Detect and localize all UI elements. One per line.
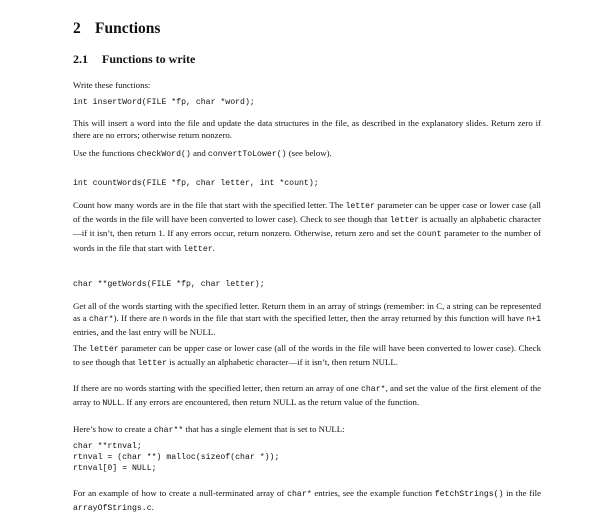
- fn-checkword: checkWord(): [136, 150, 191, 159]
- code-line: rtnval = (char **) malloc(sizeof(char *));: [73, 453, 280, 462]
- getwords-signature: char **getWords(FILE *fp, char letter);: [73, 280, 265, 289]
- insertword-description: This will insert a word into the file and update the data structures in the file, as described in the explanatory slides. Return zero if there are no errors; otherwise return nonzero.: [73, 118, 541, 141]
- countwords-description: Count how many words are in the file that start with the specified letter. The letter parameter can be upper case or lower case (all of the words in the file will have been converted to lower case). Check to see though that letter is actually an alphabetic character—if it isn’t, then return 1. If any errors occur, return nonzero. Otherwise, return zero and set the count parameter to the number of words in the file that start with letter.: [73, 200, 541, 254]
- getwords-para-3: If there are no words starting with the specified letter, then return an array of one char*, and set the value of the first element of the array to NULL. If any errors are encountered, then return NULL as the return value of the function.: [73, 383, 542, 409]
- section-title: Functions: [95, 20, 161, 37]
- section-number: 2: [73, 20, 81, 37]
- getwords-para-1: Get all of the words starting with the specified letter. Return them in an array of strings (remember: in C, a string can be represented as a char*). If there are n words in the file that start with the specified letter, then the array returned by this function will have n+1 entries, and the last entry will be NULL.: [73, 301, 542, 338]
- subsection-title: Functions to write: [102, 52, 196, 66]
- filename: arrayOfStrings.c: [73, 504, 152, 514]
- getwords-para-2: The letter parameter can be upper case or lower case (all of the words in the file will have been converted to lower case). Check to see though that letter is actually an alphabetic character—if it isn’t, then return NULL.: [73, 343, 541, 369]
- code-line: rtnval[0] = NULL;: [73, 464, 157, 473]
- code-line: char **rtnval;: [73, 442, 142, 451]
- getwords-para-4: Here’s how to create a char** that has a single element that is set to NULL:: [73, 424, 345, 435]
- insertword-use-note: Use the functions checkWord() and convertToLower() (see below).: [73, 148, 332, 159]
- getwords-para-5: For an example of how to create a null-terminated array of char* entries, see the example function fetchStrings() in the file arrayOfStrings.c.: [73, 488, 541, 514]
- subsection-number: 2.1: [73, 52, 88, 66]
- insertword-signature: int insertWord(FILE *fp, char *word);: [73, 98, 255, 107]
- fn-converttolower: convertToLower(): [207, 150, 287, 159]
- countwords-signature: int countWords(FILE *fp, char letter, int *count);: [73, 179, 319, 188]
- fn-fetchstrings: fetchStrings(): [434, 490, 504, 499]
- section-heading: [73, 20, 160, 38]
- intro-text: Write these functions:: [73, 80, 151, 90]
- subsection-heading: [73, 52, 195, 67]
